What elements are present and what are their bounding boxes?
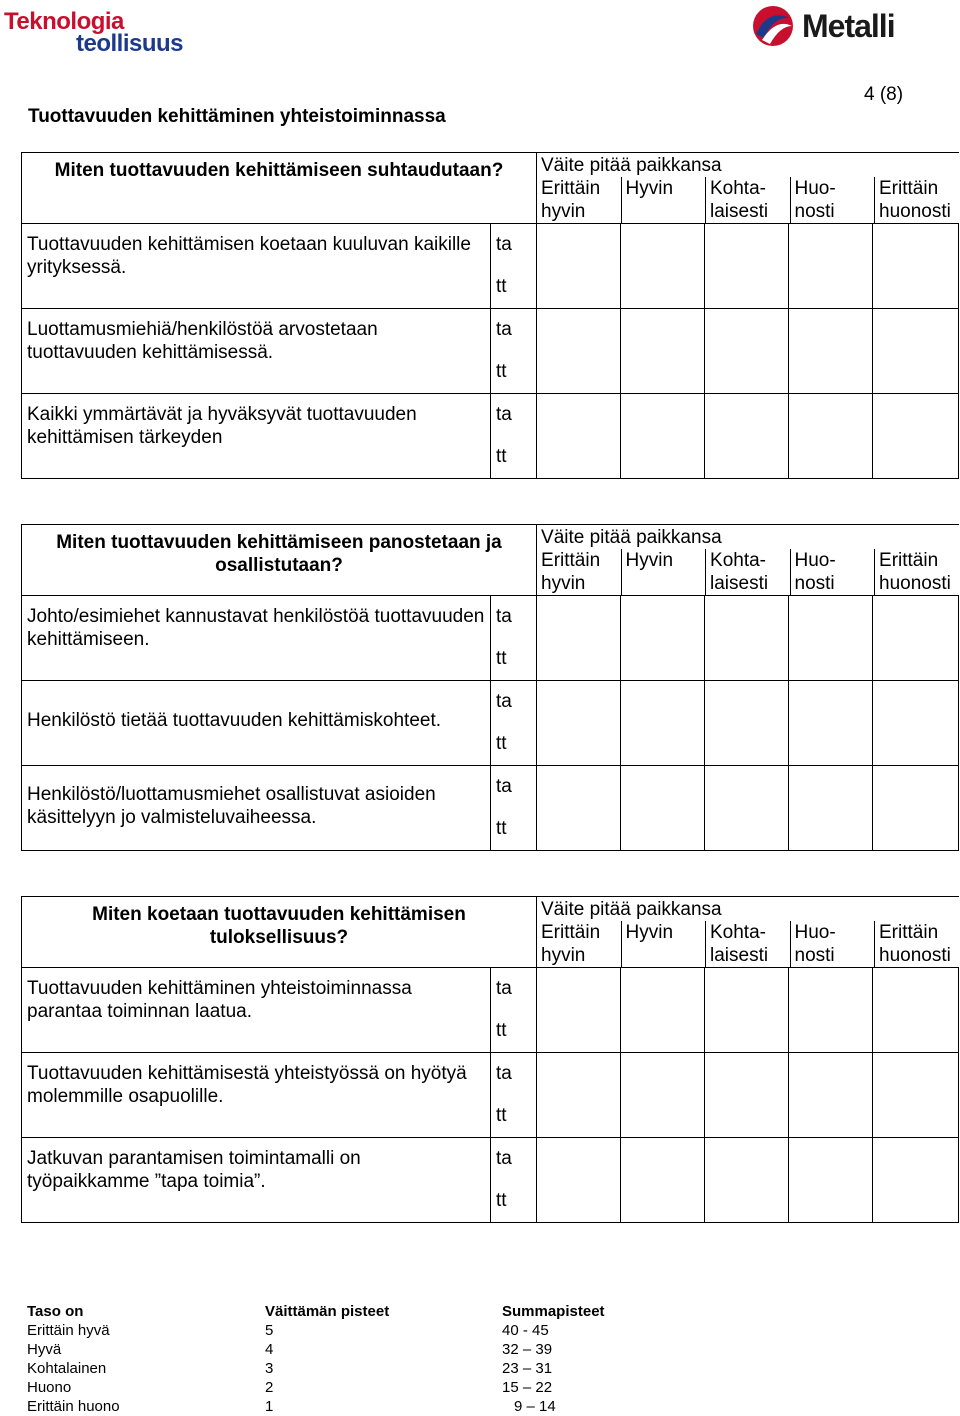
- legend-level: Erittäin hyvä: [27, 1322, 110, 1339]
- rating-cell-erittain-hyvin[interactable]: [537, 394, 621, 479]
- rating-cell-erittain-huonosti[interactable]: [873, 766, 959, 851]
- ta-tt-labels: ta tt: [491, 766, 537, 851]
- legend-sum: 40 - 45: [502, 1322, 549, 1339]
- statement-text: Tuottavuuden kehittämisestä yhteistyössä on hyötyä molemmille osapuolille.: [22, 1053, 491, 1138]
- rating-cell-huonosti[interactable]: [789, 1138, 873, 1223]
- rating-cell-huonosti[interactable]: [789, 309, 873, 394]
- scale-header: [537, 153, 959, 224]
- scale-col-erittain-hyvin: Erittäin hyvin: [541, 178, 601, 222]
- rating-cell-erittain-hyvin[interactable]: [537, 596, 621, 681]
- rating-cell-erittain-huonosti[interactable]: [873, 596, 959, 681]
- rating-cell-erittain-huonosti[interactable]: [873, 1053, 959, 1138]
- statement-row: [22, 968, 959, 1053]
- legend-header-sum: Summapisteet: [502, 1303, 605, 1320]
- statement-text: Johto/esimiehet kannustavat henkilöstöä tuottavuuden kehittämiseen.: [22, 596, 491, 681]
- rating-cell-erittain-hyvin[interactable]: [537, 681, 621, 766]
- logo-left-line2: teollisuus: [76, 30, 184, 57]
- rating-cell-hyvin[interactable]: [621, 224, 705, 309]
- rating-cell-erittain-huonosti[interactable]: [873, 394, 959, 479]
- statement-text: Jatkuvan parantamisen toimintamalli on työpaikkamme ”tapa toimia”.: [22, 1138, 491, 1223]
- rating-cell-huonosti[interactable]: [789, 394, 873, 479]
- legend-points: 5: [265, 1322, 274, 1339]
- rating-cell-kohtalaisesti[interactable]: [705, 309, 789, 394]
- legend-level: Erittäin huono: [27, 1398, 120, 1415]
- legend-row: [27, 1359, 634, 1378]
- scale-col-hyvin: Hyvin: [621, 549, 706, 595]
- rating-cell-huonosti[interactable]: [789, 681, 873, 766]
- legend-header-level: Taso on: [27, 1303, 84, 1320]
- statement-text: Tuottavuuden kehittäminen yhteistoiminnassa parantaa toiminnan laatua.: [22, 968, 491, 1053]
- ta-tt-labels: ta tt: [491, 681, 537, 766]
- rating-cell-erittain-hyvin[interactable]: [537, 968, 621, 1053]
- scale-col-erittain-huonosti: Erittäin huonosti: [874, 921, 959, 967]
- rating-cell-hyvin[interactable]: [621, 968, 705, 1053]
- survey-table-3: [21, 896, 959, 1223]
- logo-right-word: Metalli: [802, 7, 895, 44]
- legend-sum: 15 – 22: [502, 1379, 553, 1396]
- statement-text: Henkilöstö/luottamusmiehet osallistuvat asioiden käsittelyyn jo valmisteluvaiheessa.: [22, 766, 491, 851]
- rating-cell-huonosti[interactable]: [789, 1053, 873, 1138]
- statement-row: [22, 766, 959, 851]
- survey-table-2: [21, 524, 959, 851]
- scale-col-erittain-huonosti: Erittäin huonosti: [874, 549, 959, 595]
- rating-cell-erittain-huonosti[interactable]: [873, 224, 959, 309]
- scale-col-erittain-huonosti: Erittäin huonosti: [874, 177, 959, 223]
- legend-points: 4: [265, 1341, 274, 1358]
- statement-text: Luottamusmiehiä/henkilöstöä arvostetaan tuottavuuden kehittämisessä.: [22, 309, 491, 394]
- legend-points: 3: [265, 1360, 274, 1377]
- legend-row: [27, 1340, 634, 1359]
- rating-cell-kohtalaisesti[interactable]: [705, 1138, 789, 1223]
- statement-row: [22, 1138, 959, 1223]
- statement-row: [22, 224, 959, 309]
- rating-cell-erittain-hyvin[interactable]: [537, 1138, 621, 1223]
- statement-row: [22, 394, 959, 479]
- rating-cell-kohtalaisesti[interactable]: [705, 968, 789, 1053]
- rating-cell-erittain-huonosti[interactable]: [873, 309, 959, 394]
- legend-sum: 32 – 39: [502, 1341, 553, 1358]
- scale-col-hyvin: Hyvin: [621, 921, 706, 967]
- scale-title: Väite pitää paikkansa: [541, 899, 722, 920]
- rating-cell-erittain-huonosti[interactable]: [873, 1138, 959, 1223]
- section-title: Tuottavuuden kehittäminen yhteistoiminnassa: [28, 106, 446, 127]
- survey-table-1: [21, 152, 959, 479]
- rating-cell-huonosti[interactable]: [789, 766, 873, 851]
- rating-cell-hyvin[interactable]: [621, 681, 705, 766]
- rating-cell-kohtalaisesti[interactable]: [705, 394, 789, 479]
- rating-cell-hyvin[interactable]: [621, 1053, 705, 1138]
- rating-cell-erittain-hyvin[interactable]: [537, 309, 621, 394]
- question-heading: Miten koetaan tuottavuuden kehittämisen tuloksellisuus?: [22, 897, 537, 968]
- statement-text: Henkilöstö tietää tuottavuuden kehittämiskohteet.: [22, 681, 491, 766]
- scale-col-huonosti: Huo- nosti: [790, 921, 875, 967]
- scale-col-erittain-hyvin: Erittäin hyvin: [541, 550, 601, 594]
- scale-col-kohtalaisesti: Kohta- laisesti: [705, 549, 790, 595]
- logo-left-line1: Teknologia: [4, 8, 124, 35]
- legend-level: Kohtalainen: [27, 1360, 107, 1377]
- scale-col-erittain-hyvin: Erittäin hyvin: [541, 922, 601, 966]
- ta-tt-labels: ta tt: [491, 1053, 537, 1138]
- scale-header: [537, 897, 959, 968]
- metalli-logo-mark-icon: [750, 4, 796, 48]
- rating-cell-erittain-huonosti[interactable]: [873, 968, 959, 1053]
- scale-col-huonosti: Huo- nosti: [790, 177, 875, 223]
- rating-cell-hyvin[interactable]: [621, 596, 705, 681]
- teknologiateollisuus-logo: [4, 10, 183, 56]
- rating-cell-erittain-huonosti[interactable]: [873, 681, 959, 766]
- legend-header-row: [27, 1302, 634, 1321]
- ta-tt-labels: ta tt: [491, 309, 537, 394]
- rating-cell-kohtalaisesti[interactable]: [705, 766, 789, 851]
- scale-header: [537, 525, 959, 596]
- statement-row: [22, 596, 959, 681]
- ta-tt-labels: ta tt: [491, 224, 537, 309]
- rating-cell-kohtalaisesti[interactable]: [705, 1053, 789, 1138]
- statement-row: [22, 1053, 959, 1138]
- rating-cell-erittain-hyvin[interactable]: [537, 1053, 621, 1138]
- question-heading: Miten tuottavuuden kehittämiseen panostetaan ja osallistutaan?: [22, 525, 537, 596]
- legend-row: [27, 1378, 634, 1397]
- scale-col-huonosti: Huo- nosti: [790, 549, 875, 595]
- rating-cell-kohtalaisesti[interactable]: [705, 596, 789, 681]
- scale-col-hyvin: Hyvin: [621, 177, 706, 223]
- rating-cell-huonosti[interactable]: [789, 224, 873, 309]
- rating-cell-huonosti[interactable]: [789, 596, 873, 681]
- legend-points: 1: [265, 1398, 274, 1415]
- rating-cell-hyvin[interactable]: [621, 394, 705, 479]
- rating-cell-huonosti[interactable]: [789, 968, 873, 1053]
- rating-cell-hyvin[interactable]: [621, 1138, 705, 1223]
- rating-cell-hyvin[interactable]: [621, 309, 705, 394]
- scale-col-kohtalaisesti: Kohta- laisesti: [705, 177, 790, 223]
- statement-row: [22, 681, 959, 766]
- scoring-legend: [27, 1302, 634, 1416]
- rating-cell-kohtalaisesti[interactable]: [705, 224, 789, 309]
- legend-sum: 9 – 14: [514, 1398, 556, 1415]
- statement-text: Kaikki ymmärtävät ja hyväksyvät tuottavuuden kehittämisen tärkeyden: [22, 394, 491, 479]
- metalli-logo: [750, 4, 895, 48]
- rating-cell-erittain-hyvin[interactable]: [537, 766, 621, 851]
- ta-tt-labels: ta tt: [491, 1138, 537, 1223]
- legend-level: Huono: [27, 1379, 72, 1396]
- ta-tt-labels: ta tt: [491, 968, 537, 1053]
- legend-points: 2: [265, 1379, 274, 1396]
- legend-sum: 23 – 31: [502, 1360, 553, 1377]
- rating-cell-hyvin[interactable]: [621, 766, 705, 851]
- ta-tt-labels: ta tt: [491, 394, 537, 479]
- legend-header-points: Väittämän pisteet: [265, 1303, 390, 1320]
- rating-cell-kohtalaisesti[interactable]: [705, 681, 789, 766]
- statement-row: [22, 309, 959, 394]
- statement-text: Tuottavuuden kehittämisen koetaan kuuluvan kaikille yrityksessä.: [22, 224, 491, 309]
- scale-title: Väite pitää paikkansa: [541, 155, 722, 176]
- legend-level: Hyvä: [27, 1341, 62, 1358]
- legend-row: [27, 1321, 634, 1340]
- ta-tt-labels: ta tt: [491, 596, 537, 681]
- rating-cell-erittain-hyvin[interactable]: [537, 224, 621, 309]
- question-heading: Miten tuottavuuden kehittämiseen suhtaudutaan?: [22, 153, 537, 224]
- page-number: 4 (8): [864, 84, 904, 105]
- scale-title: Väite pitää paikkansa: [541, 527, 722, 548]
- scale-col-kohtalaisesti: Kohta- laisesti: [705, 921, 790, 967]
- legend-row: [27, 1397, 634, 1416]
